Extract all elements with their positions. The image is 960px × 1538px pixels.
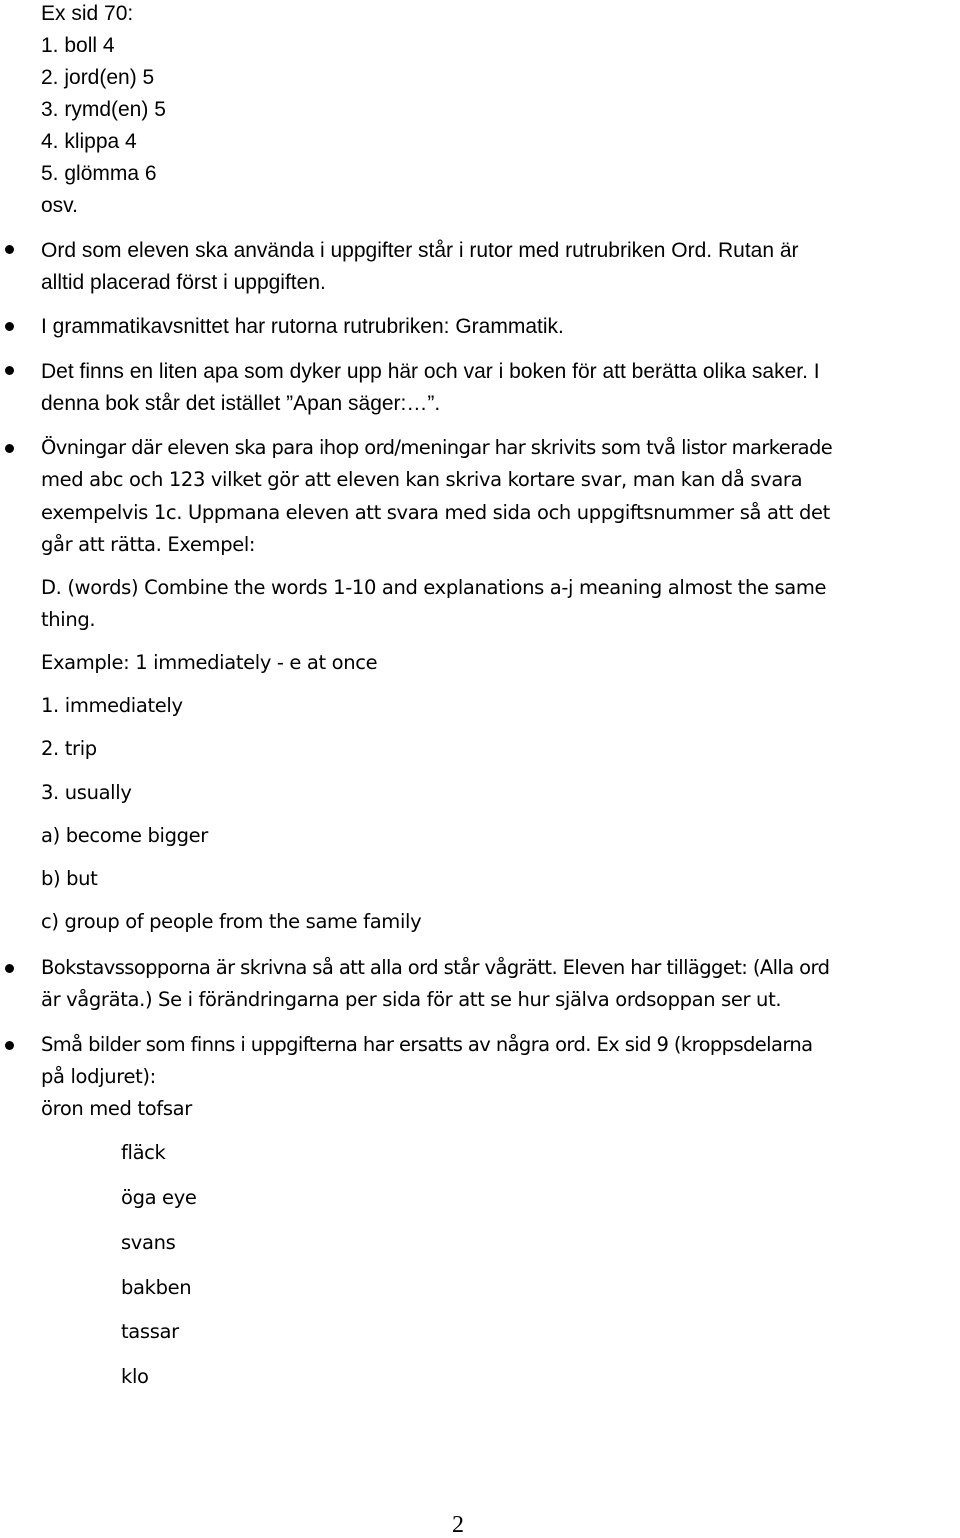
lynx-word: öga eye	[121, 1186, 197, 1209]
ex-section-heading: Ex sid 70:	[41, 2, 134, 25]
bullet-text: går att rätta. Exempel:	[41, 533, 256, 556]
ex-item: 1. boll 4	[41, 34, 115, 57]
lynx-word: tassar	[121, 1320, 179, 1343]
page-number: 2	[452, 1512, 464, 1538]
exercise-word: 1. immediately	[41, 694, 183, 717]
bullet-text: Det finns en liten apa som dyker upp här och var i boken för att berätta olika saker. I	[41, 360, 820, 383]
exercise-explanation: c) group of people from the same family	[41, 910, 422, 933]
bullet-text: med abc och 123 vilket gör att eleven kan skriva kortare svar, man kan då svara	[41, 468, 803, 491]
exercise-instruction: thing.	[41, 608, 96, 631]
lynx-word: klo	[121, 1365, 149, 1388]
bullet-text: på lodjuret):	[41, 1065, 156, 1088]
bullet-text: exempelvis 1c. Uppmana eleven att svara med sida och uppgiftsnummer så att det	[41, 501, 830, 524]
ex-item: 5. glömma 6	[41, 162, 157, 185]
bullet-dot	[5, 322, 14, 331]
bullet-text: Övningar där eleven ska para ihop ord/meningar har skrivits som två listor markerade	[41, 436, 833, 459]
bullet-text: Bokstavssopporna är skrivna så att alla ord står vågrätt. Eleven har tillägget: (Alla ord	[41, 956, 830, 979]
lynx-word: svans	[121, 1231, 176, 1254]
ex-item: 2. jord(en) 5	[41, 66, 155, 89]
bullet-text: alltid placerad först i uppgiften.	[41, 271, 326, 294]
bullet-dot	[5, 245, 14, 254]
exercise-word: 2. trip	[41, 737, 97, 760]
ex-section-trailer: osv.	[41, 194, 78, 217]
exercise-explanation: b) but	[41, 867, 98, 890]
lynx-word: bakben	[121, 1276, 192, 1299]
bullet-dot	[5, 964, 14, 973]
ex-item: 4. klippa 4	[41, 130, 137, 153]
bullet-text: Ord som eleven ska använda i uppgifter står i rutor med rutrubriken Ord. Rutan är	[41, 239, 799, 262]
bullet-text: är vågräta.) Se i förändringarna per sida för att se hur själva ordsoppan ser ut.	[41, 988, 782, 1011]
lynx-word: öron med tofsar	[41, 1097, 192, 1120]
exercise-instruction: D. (words) Combine the words 1-10 and explanations a-j meaning almost the same	[41, 576, 827, 599]
bullet-text: denna bok står det istället ”Apan säger:…”.	[41, 392, 441, 415]
bullet-text: Små bilder som finns i uppgifterna har ersatts av några ord. Ex sid 9 (kroppsdelarna	[41, 1033, 813, 1056]
exercise-example: Example: 1 immediately - e at once	[41, 651, 378, 674]
bullet-text: I grammatikavsnittet har rutorna rutrubriken: Grammatik.	[41, 315, 564, 338]
exercise-explanation: a) become bigger	[41, 824, 208, 847]
bullet-dot	[5, 1041, 14, 1050]
bullet-dot	[5, 444, 14, 453]
bullet-dot	[5, 366, 14, 375]
exercise-word: 3. usually	[41, 781, 132, 804]
ex-item: 3. rymd(en) 5	[41, 98, 166, 121]
lynx-word: fläck	[121, 1141, 166, 1164]
